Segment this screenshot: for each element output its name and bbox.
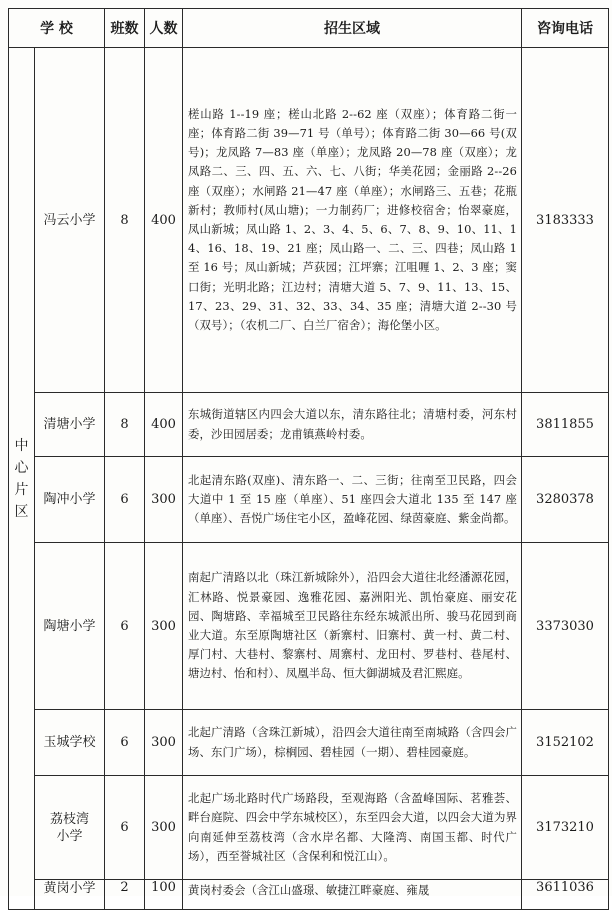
school-name: 清塘小学 (35, 393, 105, 457)
student-count: 100 (145, 880, 183, 910)
enrollment-area: 北起广场北路时代广场路段，至观海路（含盈峰国际、茗雅荟、畔台庭院、四会中学东城校区），东至四会大道，以四会大道为界向南延伸至荔枝湾（含水岸名都、大隆湾、南国玉都、时代广场），西至誉城社区（含保利和悦江山）。 (183, 776, 522, 880)
student-count: 300 (145, 710, 183, 776)
table-row (9, 880, 609, 910)
table-row (9, 457, 609, 543)
class-count: 6 (105, 710, 145, 776)
school-name: 荔枝湾小学 (35, 776, 105, 880)
class-count: 6 (105, 776, 145, 880)
school-name: 冯云小学 (35, 48, 105, 393)
phone-number: 3373030 (522, 543, 609, 710)
header-classes: 班数 (105, 9, 145, 48)
student-count: 300 (145, 457, 183, 543)
phone-number: 3280378 (522, 457, 609, 543)
class-count: 8 (105, 48, 145, 393)
enrollment-area: 北起广清路（含珠江新城），沿四会大道往南至南城路（含四会广场、东门广场），棕榈园、碧桂园（一期）、碧桂园豪庭。 (183, 710, 522, 776)
header-school: 学 校 (9, 9, 105, 48)
student-count: 400 (145, 48, 183, 393)
school-name: 陶冲小学 (35, 457, 105, 543)
enrollment-area: 南起广清路以北（珠江新城除外），沿四会大道往北经潘源花园，汇林路、悦景豪园、逸雅花园、嘉洲阳光、凯怡豪庭、丽安花园、陶塘路、幸福城至卫民路往东经东城派出所、骏马花园到商业大道。东至原陶塘社区（新寨村、旧寨村、黄一村、黄二村、厚门村、大巷村、黎寨村、周寨村、龙田村、罗巷村、巷尾村、塘边村、怡和村）、凤凰半岛、恒大御湖城及君汇熙庭。 (183, 543, 522, 710)
table-row (9, 543, 609, 710)
school-name: 黄岗小学 (35, 880, 105, 910)
table-row (9, 393, 609, 457)
school-name: 玉城学校 (35, 710, 105, 776)
enrollment-area: 北起清东路(双座)、清东路一、二、三街；往南至卫民路，四会大道中 1 至 15 座（单座）、51 座四会大道北 135 至 147 座（单座）、吾悦广场住宅小区，盈峰花园、绿茵豪庭、紫金尚都。 (183, 457, 522, 543)
class-count: 2 (105, 880, 145, 910)
header-row (9, 9, 609, 48)
enrollment-area: 东城街道辖区内四会大道以东，清东路往北；清塘村委，河东村委，沙田园居委；龙甫镇燕岭村委。 (183, 393, 522, 457)
table-row (9, 48, 609, 393)
header-area: 招生区域 (183, 9, 522, 48)
class-count: 8 (105, 393, 145, 457)
enrollment-area: 槎山路 1--19 座；槎山北路 2--62 座（双座）；体育路二街一座；体育路二街 39—71 号（单号）；体育路二街 30—66 号(双号)；龙凤路 7—83 座（单座）；龙凤路 20—78 座（双座）；龙凤路二、三、四、五、六、七、八街；华美花园；金丽路 2--26 座（双座）；水闸路 21—47 座（单座）；水闸路三、五巷；花瓶新村；教师村(凤山塘)；一力制药厂；进修校宿舍；怡翠豪庭，凤山新城；凤山路 1、2、3、4、5、6、7、8、9、10、11、14、16、18、19、21 座；凤山路一、二、三、四巷；凤山路 1 至 16 号；凤山新城；芦荻园；江坪寨；江咀喱 1、2、3 座；窦口街；光明北路；江边村；清塘大道 5、7、9、11、13、15、17、23、29、31、32、33、34、35 座；清塘大道 2--30 号（双号）；（农机二厂、白兰厂宿舍）；海伦堡小区。 (183, 48, 522, 393)
class-count: 6 (105, 543, 145, 710)
class-count: 6 (105, 457, 145, 543)
header-phone: 咨询电话 (522, 9, 609, 48)
admission-table (8, 8, 609, 910)
table-row (9, 776, 609, 880)
school-name: 陶塘小学 (35, 543, 105, 710)
zone-label: 中心片区 (14, 437, 29, 520)
header-students: 人数 (145, 9, 183, 48)
student-count: 400 (145, 393, 183, 457)
enrollment-area: 黄岗村委会（含江山盛璟、敏捷江畔豪庭、雍晟 (183, 880, 522, 910)
table-row (9, 710, 609, 776)
zone-cell (9, 48, 35, 910)
phone-number: 3611036 (522, 880, 609, 910)
student-count: 300 (145, 543, 183, 710)
phone-number: 3811855 (522, 393, 609, 457)
phone-number: 3173210 (522, 776, 609, 880)
phone-number: 3152102 (522, 710, 609, 776)
student-count: 300 (145, 776, 183, 880)
phone-number: 3183333 (522, 48, 609, 393)
